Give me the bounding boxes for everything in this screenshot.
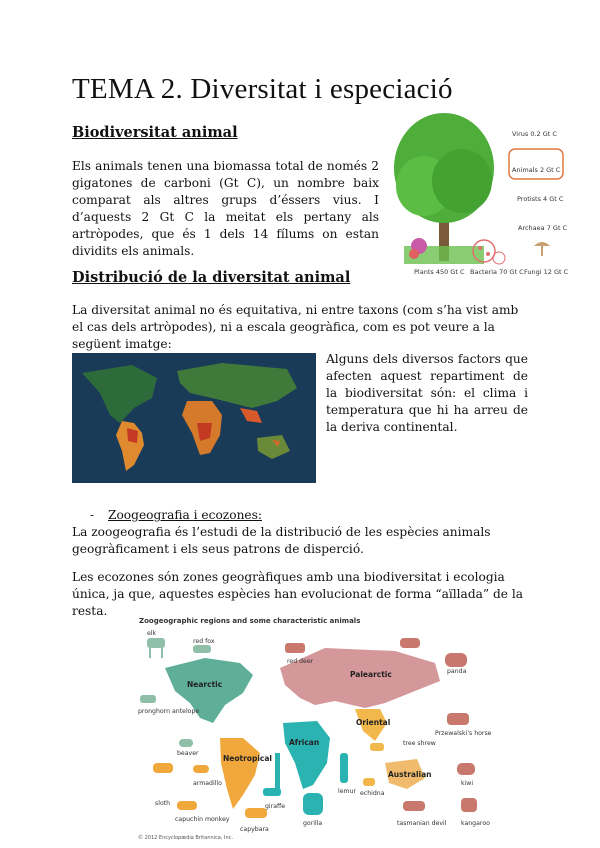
animals-highlight-box xyxy=(509,149,563,179)
animal-tree-shrew: tree shrew xyxy=(403,740,436,747)
animal-capybara: capybara xyxy=(240,826,269,833)
animal-armadillo: armadillo xyxy=(193,780,222,787)
fungi-illustration xyxy=(534,242,550,256)
label-nearctic: Nearctic xyxy=(187,680,223,689)
label-protists: Protists 4 Gt C xyxy=(517,195,564,203)
heatmap-svg xyxy=(72,353,316,483)
ecozones-paragraph: Les ecozones són zones geogràfiques amb una biodiversitat i ecologia única, ja que, aquestes espècies han evolucionat de forma “aïllada” de la resta. xyxy=(72,570,524,618)
animal-sloth: sloth xyxy=(155,800,171,807)
label-australian: Australian xyxy=(388,770,432,779)
animal-kangaroo: kangaroo xyxy=(461,820,490,827)
label-archaea: Archaea 7 Gt C xyxy=(518,224,568,232)
animal-panda: panda xyxy=(447,668,467,675)
region-neotropical-shape xyxy=(220,738,260,809)
zoogeografia-definition: La zoogeografia és l’estudi de la distribució de les espècies animals geogràficament i els seus patrons de disperció. xyxy=(72,525,491,556)
animal-kiwi: kiwi xyxy=(461,780,474,787)
distribucio-intro: La diversitat animal no és equitativa, ni entre taxons (com s’ha vist amb el cas dels artròpodes), ni a escala geogràfica, com es pot veure a la següent imatge: xyxy=(72,303,519,351)
animal-lemur: lemur xyxy=(338,788,357,795)
biodiversitat-paragraph: Els animals tenen una biomassa total de només 2 gigatones de carboni (Gt C), un nombre baix comparat als altres grups d’éssers vius. I d’aquests 2 Gt C la meitat els pertany als artròpodes, que és 1 dels 14 fílums on estan dividits els animals. xyxy=(72,159,379,258)
label-palearctic: Palearctic xyxy=(350,670,392,679)
animal-przewalski: Przewalski's horse xyxy=(435,730,492,737)
animal-capuchin: capuchin monkey xyxy=(175,816,230,823)
biodiversity-heatmap xyxy=(72,353,316,483)
label-neotropical: Neotropical xyxy=(223,754,272,763)
zoogeografia-subheading: Zoogeografia i ecozones: xyxy=(108,508,262,522)
animal-red-fox: red fox xyxy=(193,638,215,645)
region-african-shape xyxy=(283,721,330,789)
bullet-marker: - xyxy=(90,508,95,522)
label-virus: Virus 0.2 Gt C xyxy=(512,130,557,138)
map-credit: © 2012 Encyclopædia Britannica, Inc. xyxy=(138,835,234,841)
australia-shape xyxy=(257,435,290,459)
label-animals: Animals 2 Gt C xyxy=(512,166,561,174)
animal-beaver: beaver xyxy=(177,750,199,757)
section-heading-biodiversitat: Biodiversitat animal xyxy=(72,124,238,141)
label-oriental: Oriental xyxy=(356,718,391,727)
animal-echidna: echidna xyxy=(360,790,385,797)
label-african: African xyxy=(289,738,320,747)
south-america-shape xyxy=(116,421,144,471)
southeast-asia-shape xyxy=(240,408,262,423)
label-plants: Plants 450 Gt C xyxy=(414,268,465,276)
zoo-map-title: Zoogeographic regions and some characteristic animals xyxy=(139,617,361,625)
animal-giraffe: giraffe xyxy=(265,803,286,810)
animal-tasmanian-devil: tasmanian devil xyxy=(397,820,447,827)
zoo-map-svg xyxy=(135,613,495,843)
animal-silhouettes-yellow xyxy=(363,743,384,786)
biomass-figure xyxy=(384,106,574,281)
animal-elk: elk xyxy=(147,630,157,637)
page-title: TEMA 2. Diversitat i especiació xyxy=(72,73,453,105)
animal-pronghorn: pronghorn antelope xyxy=(138,708,200,715)
north-america-shape xyxy=(82,365,157,423)
animal-red-deer: red deer xyxy=(287,658,314,665)
biomass-svg xyxy=(384,106,574,281)
label-bacteria: Bacteria 70 Gt C xyxy=(470,268,524,276)
animal-gorilla: gorilla xyxy=(303,820,323,827)
zoogeographic-map xyxy=(135,613,495,843)
section-heading-distribucio: Distribució de la diversitat animal xyxy=(72,269,351,286)
distribucio-factors: Alguns dels diversos factors que afecten aquest repartiment de la biodiversitat són: el clima i temperatura que hi ha arreu de la deriva continental. xyxy=(326,352,528,434)
label-fungi: Fungi 12 Gt C xyxy=(524,268,569,276)
